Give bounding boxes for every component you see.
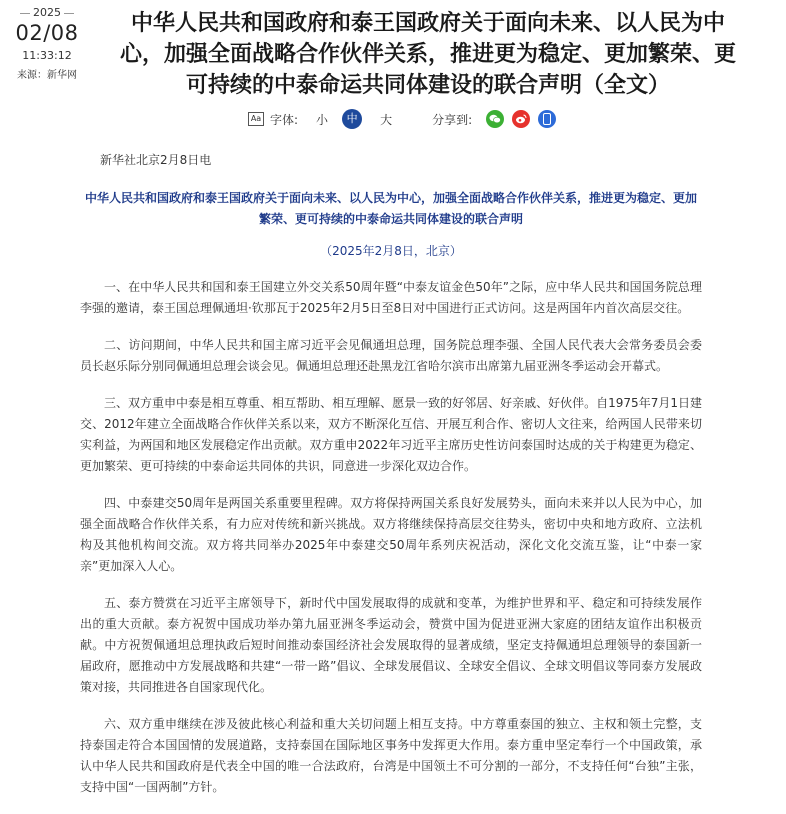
font-size-icon: Aa xyxy=(248,112,264,126)
weibo-share-button[interactable] xyxy=(512,110,530,128)
font-size-large-button[interactable]: 大 xyxy=(380,112,393,127)
mobile-share-button[interactable] xyxy=(538,110,556,128)
font-size-label: 字体: xyxy=(270,112,299,127)
publish-month-day: 02/08 xyxy=(15,21,79,45)
mobile-icon xyxy=(543,113,551,125)
font-size-medium-button[interactable]: 中 xyxy=(342,109,362,129)
font-size-small-button[interactable]: 小 xyxy=(316,112,329,127)
article-subtitle: （2025年2月8日，北京） xyxy=(320,244,462,258)
publish-time: 11:33:12 xyxy=(22,49,72,62)
publish-year: 2025 xyxy=(12,6,82,19)
article-body xyxy=(80,150,702,814)
article-dateline: 新华社北京2月8日电 xyxy=(100,153,212,167)
article-paragraph-6: 六、双方重申继续在涉及彼此核心利益和重大关切问题上相互支持。中方尊重泰国的独立、主权和领土完整，支持泰国走符合本国国情的发展道路，支持泰国在国际地区事务中发挥更大作用。泰方重申坚定奉行一个中国政策，承认中华人民共和国政府是代表全中国的唯一合法政府，台湾是中国领土不可分割的一部分，不支持任何“台独”主张，支持中国“一国两制”方针。 xyxy=(80,717,702,794)
article-paragraph-2: 二、访问期间，中华人民共和国主席习近平会见佩通坦总理，国务院总理李强、全国人民代表大会常务委员会委员长赵乐际分别同佩通坦总理会谈会见。佩通坦总理还赴黑龙江省哈尔滨市出席第九届亚洲冬季运动会开幕式。 xyxy=(80,338,702,373)
wechat-icon xyxy=(489,114,501,124)
article-title: 中华人民共和国政府和泰王国政府关于面向未来、以人民为中心，加强全面战略合作伙伴关系，推进更为稳定、更加繁荣、更可持续的中泰命运共同体建设的联合声明 xyxy=(84,191,697,226)
share-label: 分享到: xyxy=(432,112,473,127)
publish-date-box xyxy=(12,6,82,81)
article-paragraph-4: 四、中泰建交50周年是两国关系重要里程碑。双方将保持两国关系良好发展势头，面向未来并以人民为中心，加强全面战略合作伙伴关系，有力应对传统和新兴挑战。双方将继续保持高层交往势头，密切中央和地方政府、立法机构及其他机构间交流。双方将共同举办2025年中泰建交50周年系列庆祝活动，深化文化交流互鉴，让“中泰一家亲”更加深入人心。 xyxy=(80,496,702,573)
article-paragraph-5: 五、泰方赞赏在习近平主席领导下，新时代中国发展取得的成就和变革，为维护世界和平、稳定和可持续发展作出的重大贡献。泰方祝贺中国成功举办第九届亚洲冬季运动会，赞赏中国为促进亚洲大家庭的团结友谊作出积极贡献。中方祝贺佩通坦总理执政后短时间推动泰国经济社会发展取得的显著成绩，坚定支持佩通坦总理领导的泰国新一届政府，愿推动中方发展战略和共建“一带一路”倡议、全球发展倡议、全球安全倡议、全球文明倡议等同泰方发展政策对接，共同推进各自国家现代化。 xyxy=(80,596,702,694)
article-paragraph-1: 一、在中华人民共和国和泰王国建立外交关系50周年暨“中泰友谊金色50年”之际，应中华人民共和国国务院总理李强的邀请，泰王国总理佩通坦·钦那瓦于2025年2月5日至8日对中国进行正式访问。这是两国年内首次高层交往。 xyxy=(80,280,702,315)
source-label: 来源：新华网 xyxy=(17,70,77,81)
article-paragraph-3: 三、双方重申中泰是相互尊重、相互帮助、相互理解、愿景一致的好邻居、好亲戚、好伙伴。自1975年7月1日建交、2012年建立全面战略合作伙伴关系以来，双方不断深化互信、开展互利合作、密切人文往来，给两国人民带来切实利益，为两国和地区发展稳定作出贡献。双方重申2022年习近平主席历史性访问泰国时达成的关于构建更为稳定、更加繁荣、更可持续的中泰命运共同体的共识，同意进一步深化双边合作。 xyxy=(80,396,702,473)
article-toolbar xyxy=(248,108,556,130)
wechat-share-button[interactable] xyxy=(486,110,504,128)
weibo-icon xyxy=(515,114,527,124)
page-title: 中华人民共和国政府和泰王国政府关于面向未来、以人民为中心，加强全面战略合作伙伴关系，推进更为稳定、更加繁荣、更可持续的中泰命运共同体建设的联合声明（全文） xyxy=(119,11,736,98)
